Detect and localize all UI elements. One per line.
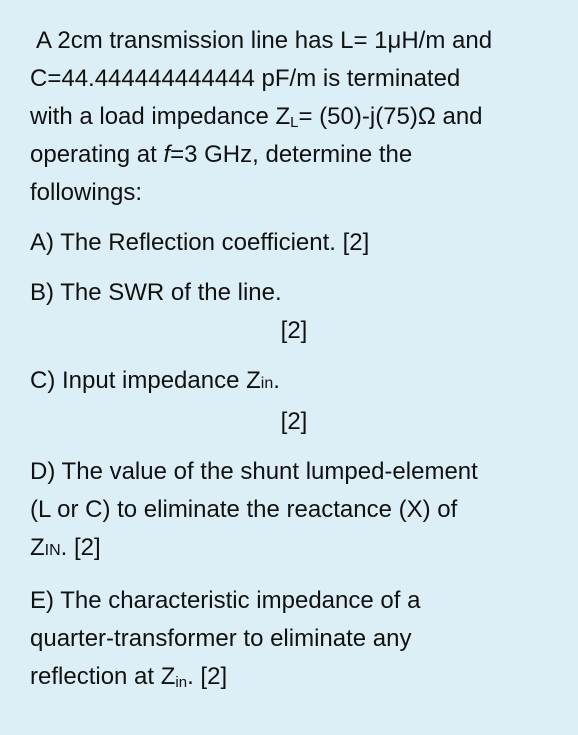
question-e-line-3	[30, 658, 552, 696]
question-a	[30, 224, 552, 262]
question-e-line-2: quarter-transformer to eliminate any	[30, 625, 412, 652]
frequency-symbol: f	[163, 141, 171, 168]
operating-prefix: operating at	[30, 141, 164, 168]
problem-line-4	[30, 136, 552, 174]
question-c-period: .	[273, 367, 280, 394]
question-c-label: C) Input impedance Z	[30, 367, 261, 394]
question-c-text	[30, 362, 552, 403]
question-b-text: B) The SWR of the line.	[30, 279, 282, 306]
question-b	[30, 274, 552, 350]
load-subscript: L	[290, 114, 299, 131]
question-d-line-3	[30, 529, 552, 570]
question-d-line-1: D) The value of the shunt lumped-element	[30, 458, 478, 485]
load-impedance-label: with a load impedance Z	[30, 103, 291, 130]
question-c	[30, 362, 552, 441]
problem-line-2: C=44.444444444444 pF/m is terminated	[30, 65, 461, 92]
question-e	[30, 582, 552, 696]
question-d	[30, 453, 552, 570]
question-b-mark: [2]	[280, 317, 308, 344]
question-c-mark: [2]	[280, 408, 308, 435]
question-d-subscript: IN	[44, 542, 61, 559]
question-d-z: Z	[30, 534, 45, 561]
operating-suffix: =3 GHz, determine the	[170, 141, 413, 168]
problem-line-5: followings:	[30, 179, 143, 206]
problem-line-3	[30, 98, 552, 136]
question-e-tail: . [2]	[187, 663, 228, 690]
problem-statement	[30, 0, 552, 212]
question-e-subscript: in	[175, 674, 188, 691]
question-e-line-1: E) The characteristic impedance of a	[30, 587, 421, 614]
question-a-text: A) The Reflection coefficient. [2]	[30, 229, 370, 256]
load-impedance-value: = (50)-j(75)Ω and	[298, 103, 483, 130]
question-d-tail: . [2]	[60, 534, 101, 561]
question-e-label: reflection at Z	[30, 663, 176, 690]
question-c-subscript: in	[260, 375, 274, 392]
problem-line-1: A 2cm transmission line has L= 1μH/m and	[36, 27, 493, 54]
question-d-line-2: (L or C) to eliminate the reactance (X) of	[30, 496, 458, 523]
